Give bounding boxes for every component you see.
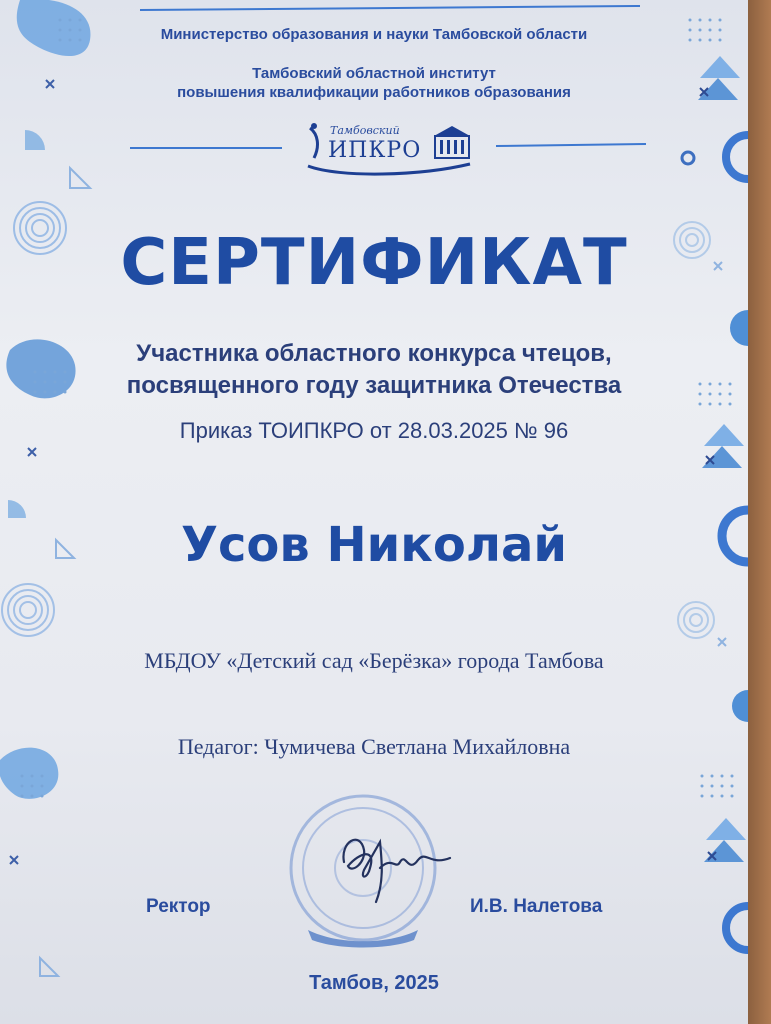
institute-line-2: повышения квалификации работников образования [177,84,571,101]
ministry-heading: Министерство образования и науки Тамбовской области [160,26,588,43]
certificate-title: СЕРТИФИКАТ [120,226,628,300]
city-year: Тамбов, 2025 [309,972,439,994]
institute-heading [0,64,748,102]
subtitle-line-2: посвященного году защитника Отечества [126,372,622,399]
order-reference: Приказ ТОИПКРО от 28.03.2025 № 96 [179,418,569,443]
logo-text-main: ИПКРО [328,138,422,163]
ipkro-logo [300,118,480,178]
recipient-name: Усов Николай [180,517,568,573]
teacher-name: Педагог: Чумичева Светлана Михайловна [177,734,571,759]
institute-line-1: Тамбовский областной институт [252,65,496,82]
logo-text-top: Тамбовский [330,124,400,137]
building-logo-icon [432,124,472,160]
handwritten-signature-icon [330,822,460,912]
organization: МБДОУ «Детский сад «Берёзка» города Тамбова [144,648,604,673]
rector-label: Ректор [146,896,211,917]
certificate-subtitle [0,338,748,402]
rector-name: И.В. Налетова [470,896,603,917]
subtitle-line-1: Участника областного конкурса чтецов, [136,340,612,367]
